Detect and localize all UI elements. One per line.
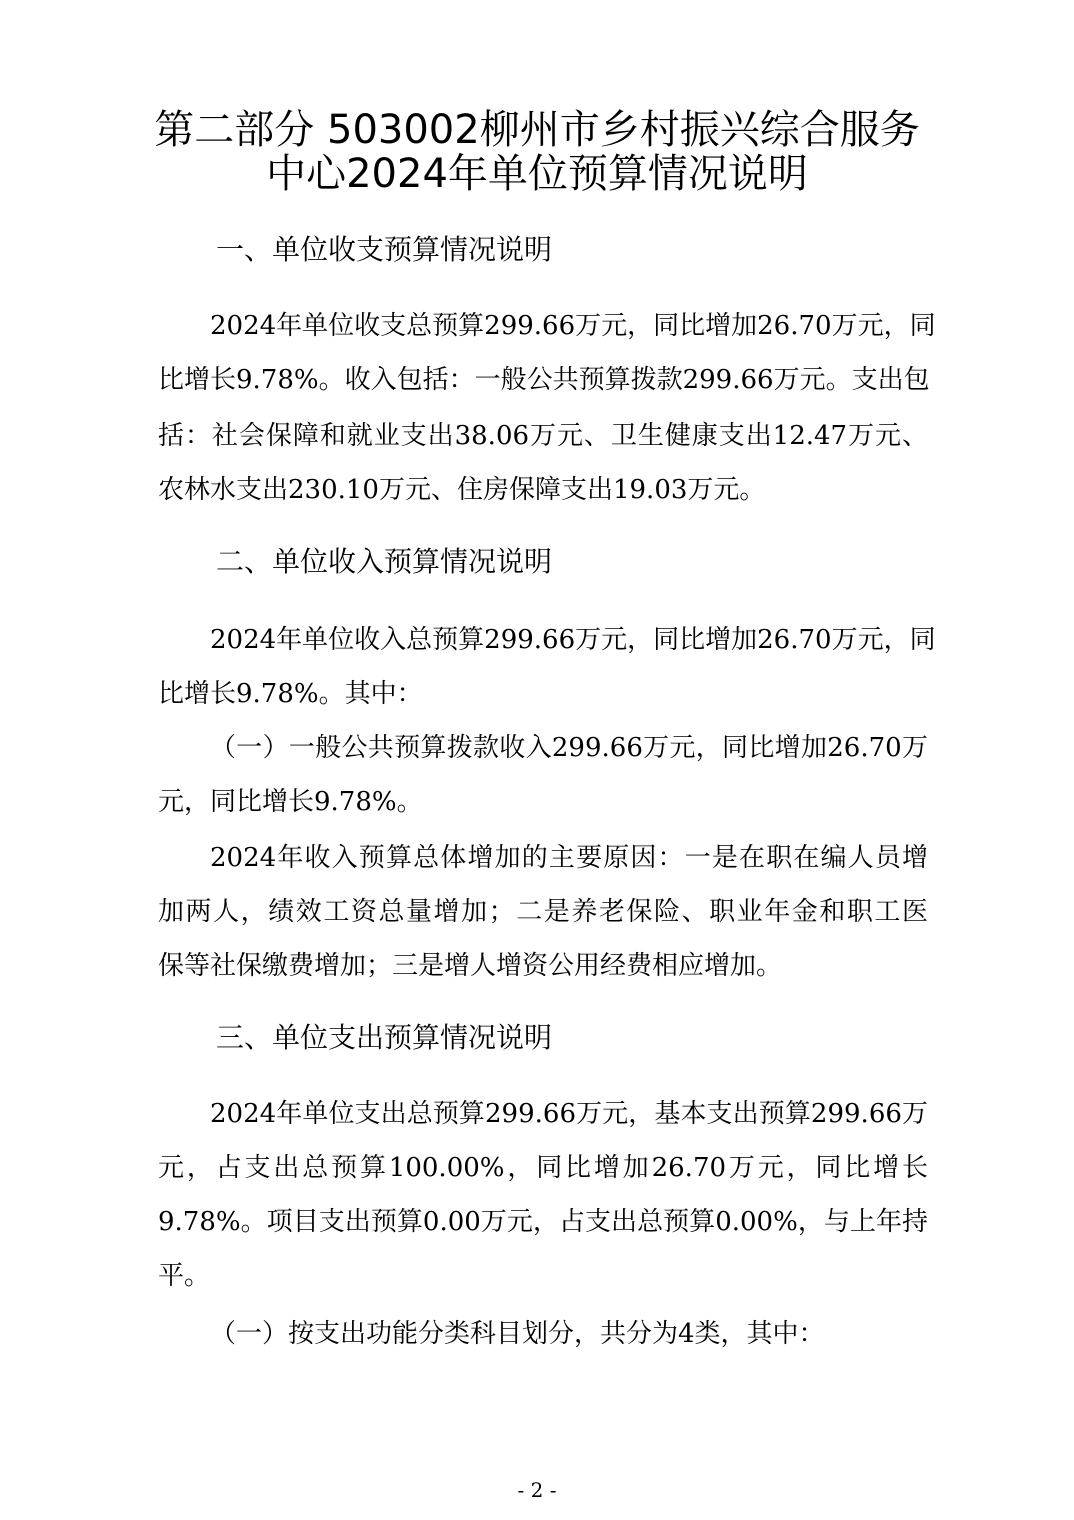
paragraph-line: 元，占支出总预算100.00%，同比增加26.70万元，同比增长 [158,1153,928,1183]
section-heading-3: 三、单位支出预算情况说明 [216,1021,553,1054]
paragraph-line: （一）按支出功能分类科目划分，共分为4类，其中： [210,1319,825,1349]
paragraph-line: （一）一般公共预算拨款收入299.66万元，同比增加26.70万 [210,733,928,763]
paragraph-line: 保等社保缴费增加；三是增人增资公用经费相应增加。 [158,951,783,981]
page-number: - 2 - [517,1478,557,1502]
paragraph-line: 2024年收入预算总体增加的主要原因：一是在职在编人员增 [210,843,928,873]
paragraph-line: 括：社会保障和就业支出38.06万元、卫生健康支出12.47万元、 [158,421,928,451]
paragraph-line: 9.78%。项目支出预算0.00万元，占支出总预算0.00%，与上年持 [158,1207,928,1237]
section-heading-2: 二、单位收入预算情况说明 [216,545,553,578]
section-heading-1: 一、单位收支预算情况说明 [216,233,553,266]
page-title-line-2: 中心2024年单位预算情况说明 [266,151,808,197]
paragraph-line: 农林水支出230.10万元、住房保障支出19.03万元。 [158,475,766,505]
paragraph-line: 比增长9.78%。其中： [158,679,423,709]
paragraph-line: 2024年单位收入总预算299.66万元，同比增加26.70万元，同 [210,625,936,655]
paragraph-line: 加两人，绩效工资总量增加；二是养老保险、职业年金和职工医 [158,897,928,927]
paragraph-line: 比增长9.78%。收入包括：一般公共预算拨款299.66万元。支出包 [158,365,930,395]
paragraph-line: 2024年单位收支总预算299.66万元，同比增加26.70万元，同 [210,311,936,341]
paragraph-line: 平。 [158,1261,211,1291]
page-title-line-1: 第二部分 503002柳州市乡村振兴综合服务 [154,107,920,153]
paragraph-line: 元，同比增长9.78%。 [158,787,423,817]
paragraph-line: 2024年单位支出总预算299.66万元，基本支出预算299.66万 [210,1099,928,1129]
